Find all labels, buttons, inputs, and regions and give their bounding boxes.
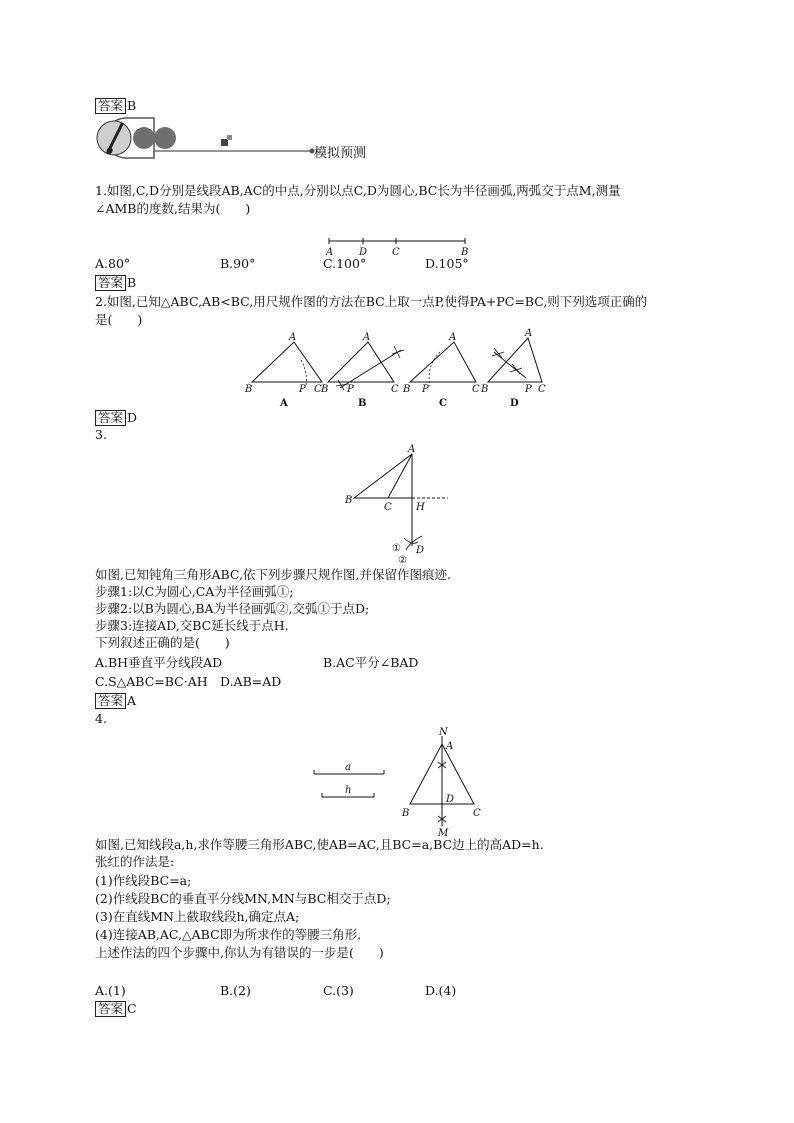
figure-caption: C (439, 398, 447, 409)
answer-value: B (127, 98, 137, 113)
point-label: D (416, 545, 425, 556)
q1-stem-line1: 1.如图,C,D分别是线段AB,AC的中点,分别以点C,D为圆心,BC长为半径画弧,两弧交于点M,测量 (95, 183, 621, 198)
point-label: A (326, 247, 334, 258)
q4-option-b: B.(2) (220, 983, 251, 998)
q3-step1: 步骤1:以C为圆心,CA为半径画弧①; (95, 584, 294, 599)
q2-figures (244, 326, 554, 412)
point-label: C (472, 384, 480, 395)
q4-question: 上述作法的四个步骤中,你认为有错误的一步是( ) (95, 945, 384, 960)
q4-stem: 如图,已知线段a,h,求作等腰三角形ABC,使AB=AC,且BC=a,BC边上的高AD=h. (95, 837, 544, 852)
point-label: P (299, 384, 306, 395)
q2-figure-b (320, 332, 404, 409)
answer-value: B (127, 275, 137, 290)
point-label: C (391, 384, 399, 395)
point-label: B (402, 808, 410, 819)
point-label: B (245, 384, 253, 395)
q4-method-intro: 张红的作法是: (95, 854, 175, 869)
answer-label: 答案 (95, 410, 126, 426)
q1-option-a: A.80° (95, 256, 131, 271)
q4-option-c: C.(3) (323, 983, 354, 998)
figure-caption: B (358, 398, 367, 409)
q2-stem-line2: 是( ) (95, 312, 143, 327)
point-label: A (289, 332, 297, 343)
q3-option-a: A.BH垂直平分线段AD (95, 655, 223, 670)
point-label: B (321, 384, 329, 395)
q3-option-d: D.AB=AD (220, 674, 282, 689)
square-icon (227, 135, 232, 140)
q3-figure (340, 442, 460, 567)
answer-1 (95, 275, 136, 291)
section-title: 模拟预测 (314, 146, 367, 161)
figure-caption: D (510, 398, 519, 409)
dot-icon (133, 127, 155, 149)
point-label: C (314, 384, 322, 395)
q2-figure-c (402, 332, 480, 409)
q1-option-c: C.100° (323, 256, 367, 271)
point-label: B (481, 384, 489, 395)
q4-step2: (2)作线段BC的垂直平分线MN,MN与BC相交于点D; (95, 891, 391, 906)
q4-step3: (3)在直线MN上截取线段h,确定点A; (95, 909, 300, 924)
point-label: N (439, 727, 448, 738)
q1-stem-line2: ∠AMB的度数,结果为( ) (95, 201, 251, 216)
q2-figure-a (244, 332, 322, 409)
q4-step4: (4)连接AB,AC,△ABC即为所求作的等腰三角形. (95, 927, 362, 942)
point-label: H (416, 502, 425, 513)
answer-value: C (127, 1001, 137, 1016)
point-label: A (363, 332, 371, 343)
answer-value: A (127, 693, 137, 708)
q3-option-b: B.AC平分∠BAD (323, 655, 419, 670)
point-label: C (392, 247, 400, 258)
point-label: A (408, 444, 416, 455)
answer-label: 答案 (95, 98, 126, 114)
point-label: P (422, 384, 429, 395)
segment-label: h (345, 785, 352, 796)
q2-figure-d (480, 328, 546, 409)
square-icon (221, 139, 228, 146)
q3-number: 3. (95, 427, 107, 442)
dot-icon (154, 127, 176, 149)
q3-step3: 步骤3:连接AD,交BC延长线于点H. (95, 618, 289, 633)
point-label: A (525, 328, 533, 339)
q3-step2: 步骤2:以B为圆心,BA为半径画弧②,交弧①于点D; (95, 601, 370, 616)
q3-question: 下列叙述正确的是( ) (95, 635, 230, 650)
q3-stem: 如图,已知钝角三角形ABC,依下列步骤尺规作图,并保留作图痕迹. (95, 567, 451, 582)
q4-figure (310, 726, 500, 841)
segment-label: a (345, 762, 351, 773)
answer-label: 答案 (95, 1001, 126, 1017)
answer-0 (95, 98, 136, 114)
point-label: D (359, 247, 368, 258)
arc-label: ② (398, 555, 407, 566)
point-label: C (538, 384, 546, 395)
q1-option-d: D.105° (425, 256, 469, 271)
point-label: P (525, 384, 532, 395)
q2-stem-line1: 2.如图,已知△ABC,AB<BC,用尺规作图的方法在BC上取一点P,使得PA+PC=BC,则下列选项正确的 (95, 294, 648, 309)
point-label: C (384, 502, 392, 513)
q4-number: 4. (95, 711, 107, 726)
q1-option-b: B.90° (220, 256, 256, 271)
q3-option-c: C.S△ABC=BC·AH (95, 674, 208, 689)
point-label: B (403, 384, 411, 395)
point-label: A (449, 332, 457, 343)
point-label: B (345, 495, 353, 506)
figure-caption: A (280, 398, 288, 409)
answer-4 (95, 1001, 137, 1017)
arc-label: ① (392, 543, 401, 554)
point-label: C (473, 808, 481, 819)
q4-step1: (1)作线段BC=a; (95, 873, 192, 888)
answer-value: D (127, 410, 138, 425)
answer-3 (95, 693, 136, 709)
q4-option-a: A.(1) (95, 983, 126, 998)
answer-label: 答案 (95, 275, 126, 291)
point-label: A (446, 741, 454, 752)
point-label: D (446, 794, 455, 805)
point-label: M (438, 828, 449, 839)
q4-option-d: D.(4) (425, 983, 457, 998)
point-label: P (347, 384, 354, 395)
answer-2 (95, 410, 137, 426)
answer-label: 答案 (95, 693, 126, 709)
point-label: B (461, 247, 469, 258)
